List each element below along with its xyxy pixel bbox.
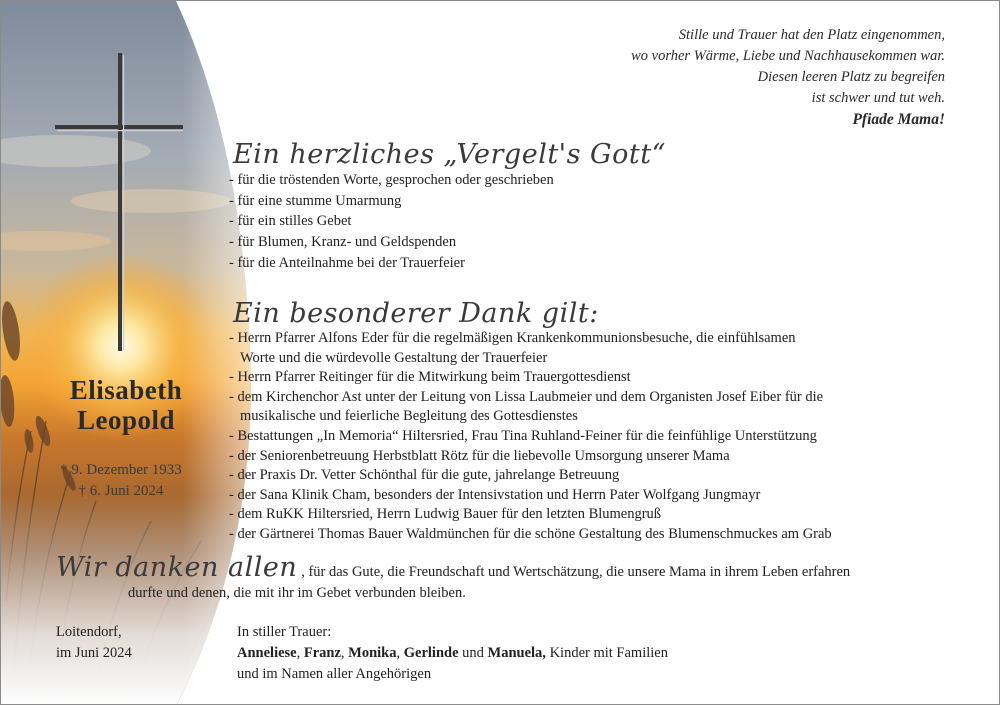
list-item-continuation: Worte und die würdevolle Gestaltung der Trauerfeier (240, 349, 548, 366)
poem-closing: Pfiade Mama! (852, 111, 945, 128)
poem (631, 25, 945, 130)
mourners-suffix: Kinder mit Familien (545, 645, 668, 661)
list-item: - für eine stumme Umarmung (229, 192, 402, 209)
mourner-name: Manuela, (487, 645, 546, 661)
list-item-continuation: musikalische und feierliche Begleitung des Gottesdienstes (240, 408, 578, 425)
list-item: - Herrn Pfarrer Alfons Eder für die regelmäßigen Krankenkommunionsbesuche, die einfühlsamen (229, 330, 796, 346)
mourner-name: Gerlinde (403, 645, 459, 661)
mourner-name: Monika (348, 645, 397, 661)
mourners (237, 622, 668, 685)
separator: , (396, 645, 404, 661)
list-item: - für Blumen, Kranz- und Geldspenden (229, 234, 457, 251)
separator: , (340, 645, 349, 661)
town: Loitendorf, (56, 624, 122, 640)
date: im Juni 2024 (56, 645, 132, 661)
section2-list (229, 329, 969, 545)
poem-line: wo vorher Wärme, Liebe und Nachhausekommen war. (631, 48, 945, 64)
mourners-last-line: und im Namen aller Angehörigen (237, 666, 432, 682)
list-item: - dem Kirchenchor Ast unter der Leitung von Lissa Laubmeier und dem Organisten Josef Eiber für die (229, 388, 824, 405)
poem-line: Stille und Trauer hat den Platz eingenommen, (678, 27, 945, 43)
section2-heading: Ein besonderer Dank gilt: (233, 298, 599, 329)
closing-thanks (56, 552, 851, 604)
poem-line: ist schwer und tut weh. (811, 90, 945, 106)
deceased-name (41, 375, 211, 435)
list-item: - für die Anteilnahme bei der Trauerfeier (229, 254, 465, 271)
mourners-intro: In stiller Trauer: (237, 624, 332, 640)
list-item: - der Praxis Dr. Vetter Schönthal für die gute, jahrelange Betreuung (229, 467, 620, 484)
mourners-names (237, 643, 668, 664)
place-date (56, 622, 132, 664)
list-item: - für die tröstenden Worte, gesprochen oder geschrieben (229, 172, 554, 188)
cross-icon (55, 53, 185, 358)
separator: , (296, 645, 304, 661)
list-item: - Bestattungen „In Memoria“ Hiltersried, Frau Tina Ruhland-Feiner für die feinfühlige Unterstützung (229, 427, 817, 444)
poem-line: Diesen leeren Platz zu begreifen (757, 69, 945, 85)
first-name: Elisabeth (69, 375, 183, 405)
list-item: - der Seniorenbetreuung Herbstblatt Rötz für die liebevolle Umsorgung unserer Mama (229, 447, 730, 464)
list-item: - Herrn Pfarrer Reitinger für die Mitwirkung beim Trauergottesdienst (229, 369, 631, 386)
list-item: - der Sana Klinik Cham, besonders der Intensivstation und Herrn Pater Wolfgang Jungmayr (229, 486, 761, 503)
last-name: Leopold (76, 405, 176, 435)
list-item: - für ein stilles Gebet (229, 213, 352, 230)
closing-thanks-script: Wir danken allen (56, 552, 298, 583)
birth-date: * 9. Dezember 1933 (60, 462, 182, 478)
separator: und (458, 645, 488, 661)
list-item: - dem RuKK Hiltersried, Herrn Ludwig Bauer für den letzten Blumengruß (229, 506, 662, 523)
section1-heading: Ein herzliches „Vergelt's Gott“ (233, 139, 666, 170)
closing-thanks-text: , für das Gute, die Freundschaft und Wertschätzung, die unsere Mama in ihrem Leben erfahren (301, 564, 851, 580)
list-item: - der Gärtnerei Thomas Bauer Waldmünchen für die schöne Gestaltung des Blumenschmuckes am Grab (229, 525, 832, 542)
section1-list (229, 170, 554, 274)
death-date: † 6. Juni 2024 (78, 483, 164, 499)
mourner-name: Franz (303, 645, 341, 661)
closing-thanks-text-2: durfte und denen, die mit ihr im Gebet verbunden bleiben. (128, 585, 466, 601)
mourner-name: Anneliese (237, 645, 297, 661)
life-dates (41, 460, 201, 502)
